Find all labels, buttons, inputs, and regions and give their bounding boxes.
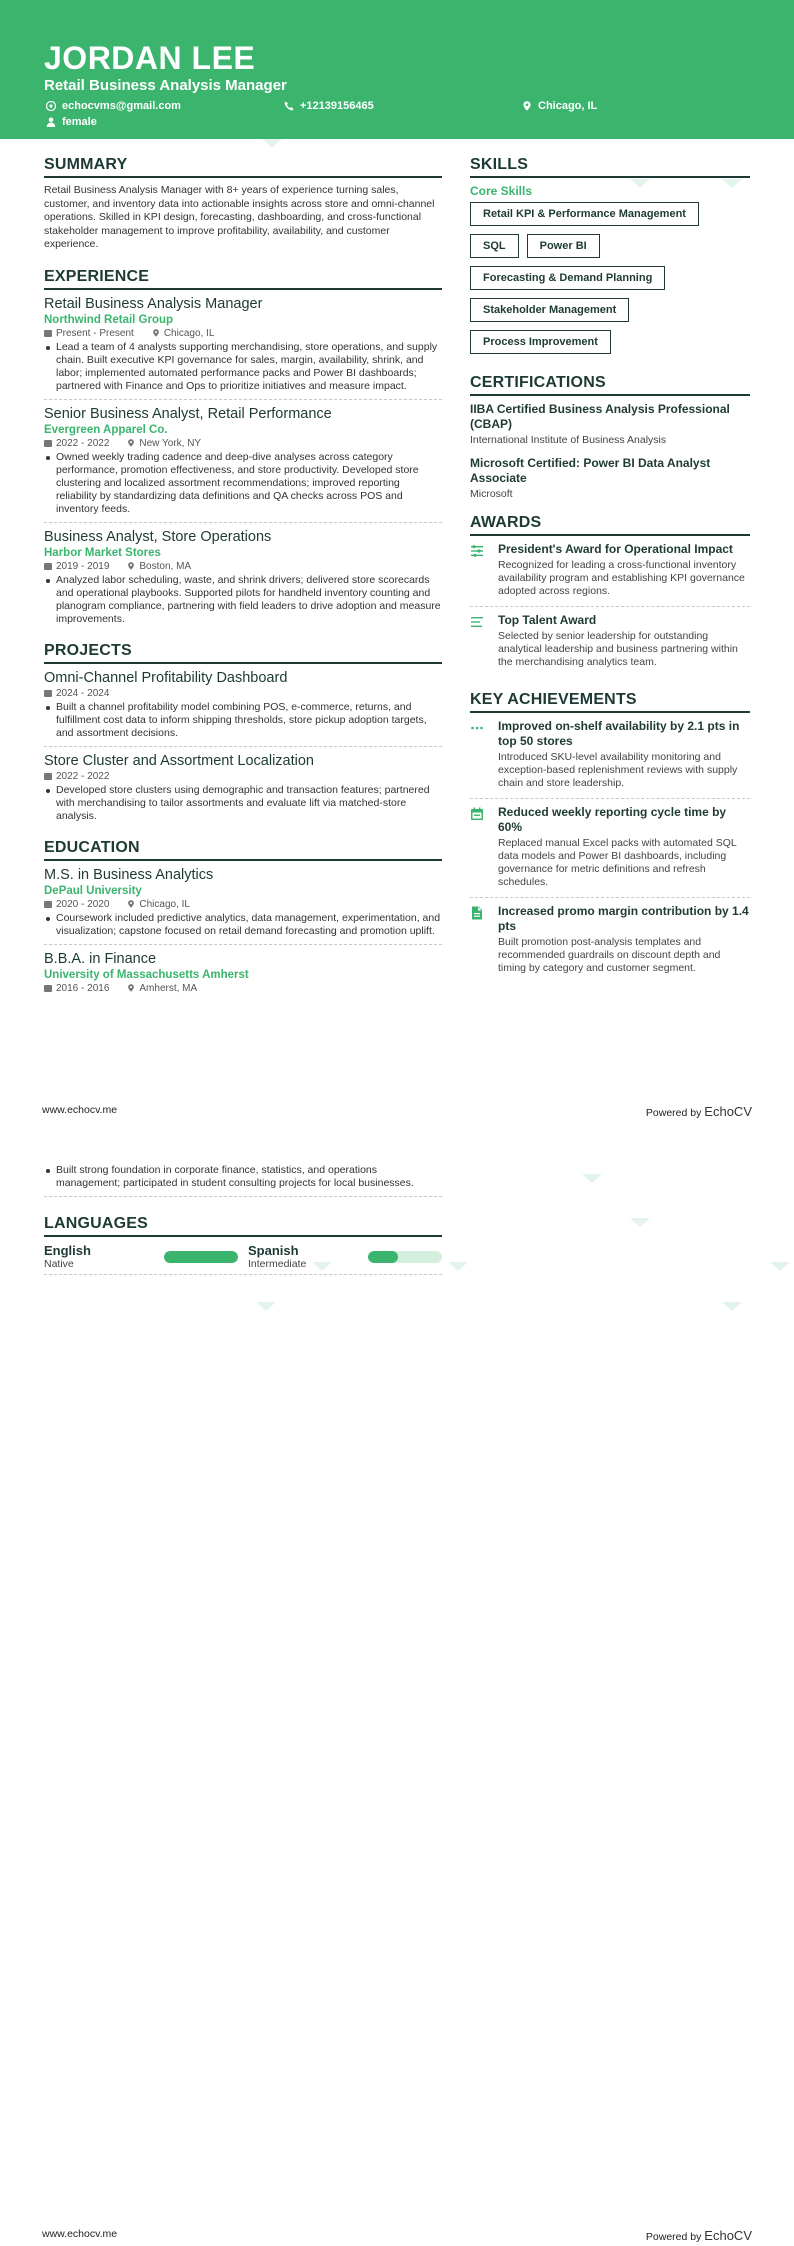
proficiency-bar	[164, 1251, 238, 1263]
projects-section	[44, 642, 442, 829]
school-name: University of Massachusetts Amherst	[44, 968, 249, 981]
person-icon	[46, 117, 56, 127]
footer-brand-name: EchoCV	[704, 1104, 752, 1119]
skill-tag: SQL	[470, 234, 519, 258]
achievements-heading: KEY ACHIEVEMENTS	[470, 691, 750, 713]
award-item	[470, 542, 750, 607]
candidate-name: JORDAN LEE	[44, 40, 256, 76]
proficiency-bar	[368, 1251, 442, 1263]
education-location: Amherst, MA	[139, 982, 198, 994]
lines-icon	[470, 615, 484, 629]
project-entry	[44, 670, 442, 747]
certifications-heading: CERTIFICATIONS	[470, 374, 750, 396]
decor-triangle	[770, 1262, 790, 1271]
experience-dates: Present - Present	[56, 327, 134, 339]
location-pin-icon	[522, 101, 532, 111]
experience-bullet: Lead a team of 4 analysts supporting merchandising, store operations, and supply chain. Built executive KPI governance for sales, margin, availability, shrink, and labor; implemented automated performance packs and Power BI dashboards; partnered with Finance and Ops to prioritize initiatives and measure impact.	[44, 341, 442, 393]
achievement-title: Improved on-shelf availability by 2.1 pts in top 50 stores	[498, 719, 740, 748]
achievement-description: Introduced SKU-level availability monitoring and exception-based replenishment reviews with supply chain and store leadership.	[498, 751, 738, 789]
dots-icon	[470, 721, 484, 735]
education-heading: EDUCATION	[44, 839, 442, 861]
skill-tag: Forecasting & Demand Planning	[470, 266, 665, 290]
education-section	[44, 839, 442, 1002]
school-name: DePaul University	[44, 884, 142, 897]
experience-title: Senior Business Analyst, Retail Performance	[44, 405, 332, 422]
calendar-icon	[44, 562, 52, 570]
language-level: Intermediate	[248, 1258, 307, 1270]
right-column	[470, 156, 750, 989]
phone-text: +12139156465	[300, 100, 374, 112]
experience-location: Chicago, IL	[163, 327, 215, 339]
experience-entry	[44, 406, 442, 523]
achievement-item	[470, 805, 750, 898]
experience-entry	[44, 296, 442, 400]
language-name: Spanish	[248, 1243, 299, 1258]
resume-page-1	[0, 0, 794, 1122]
award-title: President's Award for Operational Impact	[498, 542, 733, 556]
calendar-icon	[44, 984, 52, 992]
skill-tag: Retail KPI & Performance Management	[470, 202, 699, 226]
award-title: Top Talent Award	[498, 613, 597, 627]
experience-title: Business Analyst, Store Operations	[44, 528, 272, 545]
proficiency-fill	[164, 1251, 238, 1263]
location-text: Chicago, IL	[538, 100, 598, 112]
decor-triangle	[630, 1218, 650, 1227]
calendar-icon	[44, 689, 52, 697]
contact-phone[interactable]	[284, 100, 374, 112]
skill-tag: Stakeholder Management	[470, 298, 629, 322]
proficiency-fill	[368, 1251, 398, 1263]
experience-heading: EXPERIENCE	[44, 268, 442, 290]
decor-triangle	[448, 1262, 468, 1271]
footer-powered-by: Powered by	[645, 2231, 702, 2243]
calendar-icon	[44, 900, 52, 908]
experience-company: Evergreen Apparel Co.	[44, 423, 168, 436]
education-bullet: Coursework included predictive analytics, data management, experimentation, and visualization; capstone focused on retail demand forecasting and promotion uplift.	[44, 912, 442, 938]
calendar-icon	[44, 772, 52, 780]
footer-site-link[interactable]: www.echocv.me	[42, 2228, 118, 2240]
language-item	[44, 1243, 238, 1270]
resume-header	[0, 0, 794, 139]
achievement-title: Reduced weekly reporting cycle time by 60%	[498, 805, 727, 834]
award-description: Selected by senior leadership for outstanding analytical leadership and business partnering within the merchandising analytics team.	[498, 630, 738, 668]
education-dates: 2020 - 2020	[56, 898, 110, 910]
calendar-icon	[44, 439, 52, 447]
page-footer	[42, 1104, 752, 1119]
language-name: English	[44, 1243, 91, 1258]
location-pin-icon	[127, 984, 135, 992]
project-bullet: Built a channel profitability model combining POS, e-commerce, returns, and fulfillment cost data to inform shipping thresholds, store pickup adoption targets, and assortment decisions.	[44, 701, 442, 740]
certifications-section	[470, 374, 750, 500]
language-item	[248, 1243, 442, 1270]
document-icon	[470, 906, 484, 920]
footer-site-link[interactable]: www.echocv.me	[42, 1104, 118, 1116]
achievement-description: Built promotion post-analysis templates and recommended guardrails on discount depth and timing by category and customer segment.	[498, 936, 721, 974]
achievement-description: Replaced manual Excel packs with automated SQL data models and Power BI dashboards, including governance for metric definitions and refresh schedules.	[498, 837, 737, 888]
experience-bullet: Analyzed labor scheduling, waste, and shrink drivers; delivered store scorecards and operational playbooks. Supported pilots for handheld inventory counting and planogram compliance, partnering with field leaders to drive adoption and measure improvements.	[44, 574, 442, 626]
calendar-icon	[470, 807, 484, 821]
footer-brand-name: EchoCV	[704, 2228, 752, 2243]
contact-location	[522, 100, 597, 112]
location-pin-icon	[152, 329, 160, 337]
education-entry	[44, 951, 442, 1002]
languages-section	[44, 1215, 442, 1275]
location-pin-icon	[127, 562, 135, 570]
contact-gender	[46, 116, 97, 128]
certification-title: IIBA Certified Business Analysis Professional (CBAP)	[470, 402, 730, 431]
award-description: Recognized for leading a cross-functional inventory availability program and establishing KPI governance adopted across regions.	[498, 559, 745, 597]
experience-section	[44, 268, 442, 632]
education-bullet: Built strong foundation in corporate finance, statistics, and operations management; participated in student consulting projects for local businesses.	[44, 1164, 442, 1190]
achievements-section	[470, 691, 750, 983]
footer-brand	[646, 1104, 752, 1119]
projects-heading: PROJECTS	[44, 642, 442, 664]
experience-dates: 2019 - 2019	[56, 560, 110, 572]
email-text: echocvms@gmail.com	[62, 100, 181, 112]
education-dates: 2016 - 2016	[56, 982, 110, 994]
decor-triangle	[582, 1174, 602, 1183]
location-pin-icon	[127, 900, 135, 908]
email-icon	[46, 101, 56, 111]
achievement-item	[470, 904, 750, 983]
skills-section	[470, 156, 750, 354]
decor-triangle	[262, 139, 282, 148]
contact-email[interactable]	[46, 100, 181, 112]
experience-title: Retail Business Analysis Manager	[44, 295, 263, 312]
languages-heading: LANGUAGES	[44, 1215, 442, 1237]
skills-heading: SKILLS	[470, 156, 750, 178]
experience-company: Northwind Retail Group	[44, 313, 174, 326]
certification-title: Microsoft Certified: Power BI Data Analyst Associate	[470, 456, 711, 485]
resume-page-2	[0, 1122, 794, 2246]
decor-triangle	[722, 1302, 742, 1311]
summary-text: Retail Business Analysis Manager with 8+ years of experience turning sales, customer, and inventory data into actionable insights across store and omni-channel operations. Skilled in KPI design, forecasting, dashboarding, and cross-functional stakeholder management to improve profitability, availability, and customer experience.	[44, 184, 435, 250]
project-bullet: Developed store clusters using demographic and transaction features; partnered with merchandising to tailor assortments and evaluate lift via matched-store analysis.	[44, 784, 442, 823]
awards-heading: AWARDS	[470, 514, 750, 536]
core-skills-subheading: Core Skills	[470, 184, 533, 198]
skill-tag: Power BI	[527, 234, 600, 258]
achievement-item	[470, 719, 750, 799]
project-entry	[44, 753, 442, 829]
experience-company: Harbor Market Stores	[44, 546, 161, 559]
gender-text: female	[62, 116, 97, 128]
project-dates: 2024 - 2024	[56, 687, 110, 699]
skill-tag: Process Improvement	[470, 330, 611, 354]
experience-bullet: Owned weekly trading cadence and deep-dive analyses across category performance, promotion effectiveness, and store productivity. Developed store clustering and localized assortment recommendations; improved reporting reliability by standardizing data definitions and QA checks across POS and inventory feeds.	[44, 451, 442, 516]
degree-title: M.S. in Business Analytics	[44, 866, 214, 883]
left-column	[44, 156, 442, 1008]
education-location: Chicago, IL	[139, 898, 190, 910]
footer-brand	[646, 2228, 752, 2243]
certification-issuer: Microsoft	[470, 488, 513, 500]
project-dates: 2022 - 2022	[56, 770, 110, 782]
page-footer	[42, 2228, 752, 2243]
footer-powered-by: Powered by	[645, 1107, 702, 1119]
language-level: Native	[44, 1258, 74, 1270]
location-pin-icon	[127, 439, 135, 447]
education-entry	[44, 867, 442, 945]
project-title: Store Cluster and Assortment Localization	[44, 752, 314, 769]
award-item	[470, 613, 750, 677]
experience-location: Boston, MA	[139, 560, 192, 572]
degree-title: B.B.A. in Finance	[44, 950, 157, 967]
left-column-continued	[44, 1164, 442, 1275]
decor-triangle	[256, 1302, 276, 1311]
achievement-title: Increased promo margin contribution by 1.4 pts	[498, 904, 749, 933]
phone-icon	[284, 101, 294, 111]
project-title: Omni-Channel Profitability Dashboard	[44, 669, 288, 686]
sliders-icon	[470, 544, 484, 558]
certification-issuer: International Institute of Business Analysis	[470, 434, 667, 446]
awards-section	[470, 514, 750, 677]
calendar-icon	[44, 329, 52, 337]
skill-tags	[470, 202, 750, 354]
summary-heading: SUMMARY	[44, 156, 442, 178]
candidate-title: Retail Business Analysis Manager	[44, 77, 287, 94]
summary-section	[44, 156, 442, 252]
experience-entry	[44, 529, 442, 632]
experience-dates: 2022 - 2022	[56, 437, 110, 449]
experience-location: New York, NY	[139, 437, 202, 449]
